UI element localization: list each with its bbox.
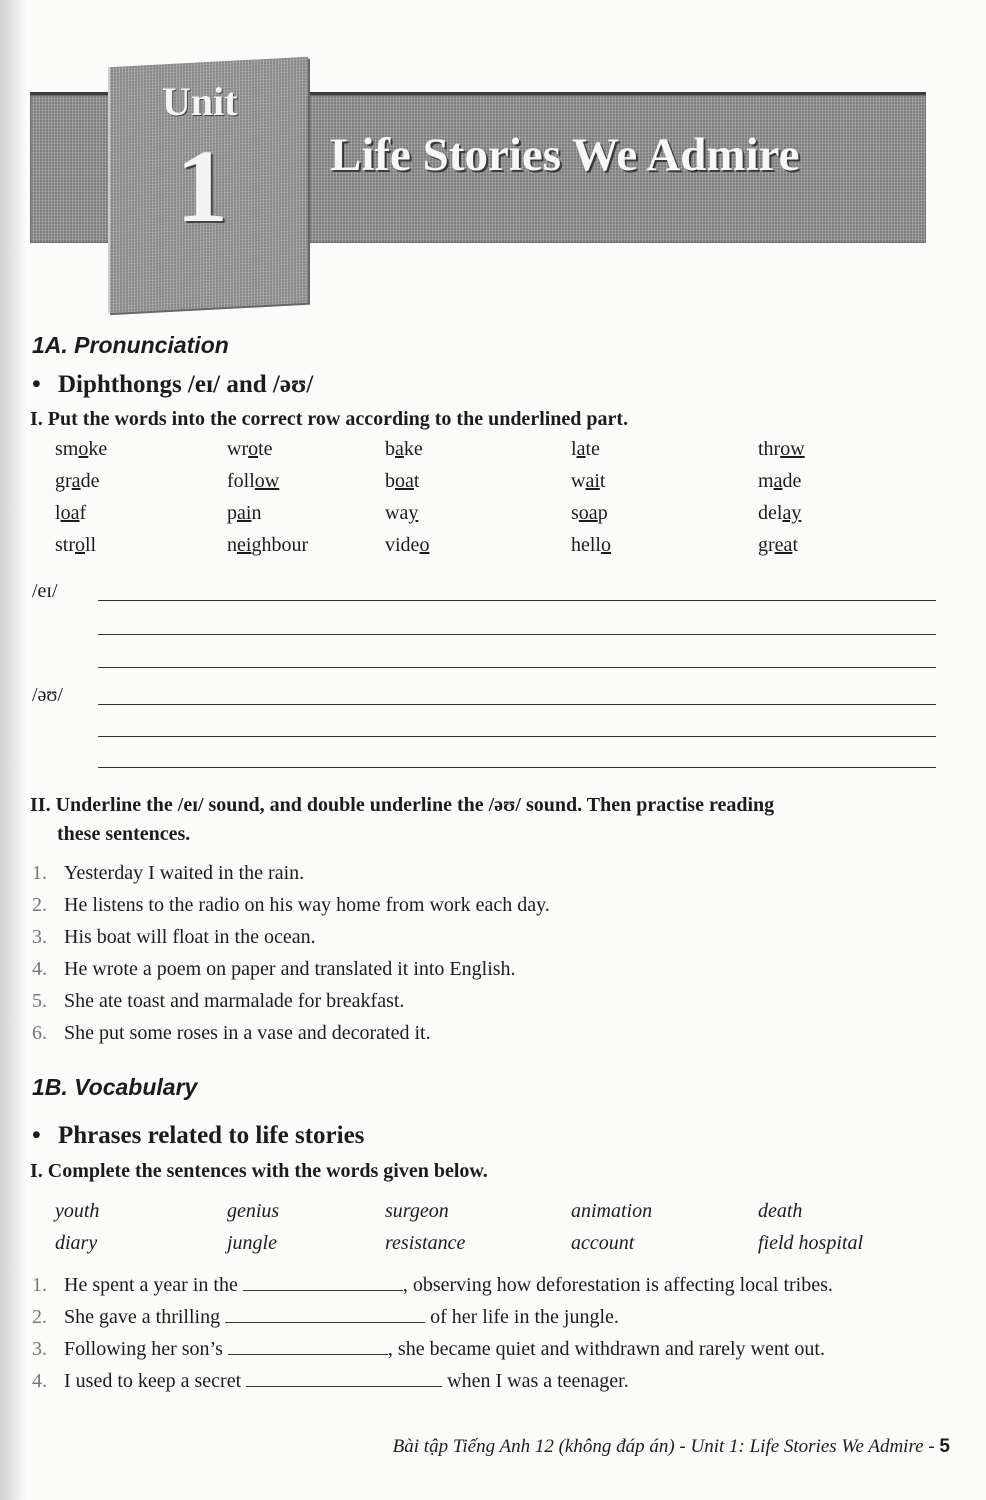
- underlined-part: o: [419, 534, 430, 556]
- word-bank-item: resistance: [385, 1232, 466, 1254]
- vocab-item: [32, 1272, 833, 1297]
- sentence-number: 4.: [32, 958, 47, 980]
- vocab-item: [32, 1336, 825, 1361]
- sentence-number: 5.: [32, 990, 47, 1012]
- answer-line[interactable]: [98, 736, 936, 737]
- word-part: gr: [758, 534, 775, 556]
- item-text-after: , she became quiet and withdrawn and rarely went out.: [387, 1338, 825, 1360]
- item-text-after: when I was a teenager.: [442, 1370, 629, 1392]
- underlined-part: y: [408, 502, 419, 524]
- underlined-part: oa: [395, 470, 414, 492]
- item-text-before: Following her son’s: [64, 1338, 228, 1360]
- underlined-part: o: [601, 534, 611, 556]
- underlined-part: oa: [60, 502, 80, 524]
- underlined-part: ea: [774, 534, 793, 556]
- sentence-text: He listens to the radio on his way home from work each day.: [64, 894, 550, 916]
- word-part: f: [79, 502, 87, 524]
- pronunciation-word: [571, 470, 605, 493]
- word-part: l: [571, 438, 577, 460]
- item-text-before: She gave a thrilling: [64, 1306, 226, 1328]
- pronunciation-word: [227, 534, 308, 557]
- ipa-ou-label: /əʊ/: [32, 684, 63, 706]
- underlined-part: a: [576, 438, 586, 460]
- vocab-item: [32, 1304, 619, 1329]
- answer-blank[interactable]: [246, 1368, 442, 1387]
- word-bank-item: diary: [55, 1232, 98, 1254]
- sentence-text: He wrote a poem on paper and translated it into English.: [64, 958, 516, 980]
- word-part: b: [385, 470, 395, 492]
- underlined-part: ei: [237, 534, 252, 556]
- word-part: del: [758, 502, 783, 524]
- underlined-part: a: [71, 470, 81, 492]
- sentence-number: 1.: [32, 862, 47, 884]
- sentence-text: She ate toast and marmalade for breakfast.: [64, 990, 405, 1012]
- pronunciation-word: [571, 438, 600, 461]
- word-part: ll: [85, 534, 97, 556]
- pronunciation-word: [55, 438, 107, 461]
- word-part: wa: [385, 502, 409, 524]
- pronunciation-word: [385, 534, 429, 557]
- word-part: s: [571, 502, 579, 524]
- bullet-dot: •: [32, 1122, 41, 1149]
- pronunciation-word: [385, 438, 423, 461]
- sentence-text: His boat will float in the ocean.: [64, 926, 316, 948]
- word-part: thr: [758, 438, 781, 460]
- word-bank-item: animation: [571, 1200, 653, 1222]
- word-part: hell: [571, 534, 601, 556]
- word-bank-item: jungle: [227, 1232, 277, 1254]
- underlined-part: ay: [782, 502, 802, 524]
- word-part: vide: [385, 534, 420, 556]
- ipa-ei-label: /eɪ/: [32, 580, 58, 602]
- page-footer: [393, 1436, 950, 1458]
- ex2-instruction: II. Underline the /eɪ/ sound, and double underline the /əʊ/ sound. Then practise reading: [30, 794, 775, 816]
- pronunciation-word: [55, 534, 96, 557]
- word-part: gr: [55, 470, 72, 492]
- sentence-item: [32, 926, 316, 949]
- pronunciation-word: [571, 502, 608, 525]
- word-part: n: [251, 502, 262, 524]
- sentence-item: [32, 894, 550, 917]
- pronunciation-word: [385, 502, 418, 525]
- pronunciation-word: [385, 470, 419, 493]
- vocab-item: [32, 1368, 629, 1393]
- word-part: de: [80, 470, 100, 492]
- underlined-part: ai: [585, 470, 600, 492]
- underlined-part: o: [78, 438, 89, 460]
- diphthongs-bullet: [32, 371, 313, 399]
- sentence-text: She put some roses in a vase and decorated it.: [64, 1022, 431, 1044]
- underlined-part: ow: [780, 438, 805, 460]
- pronunciation-word: [55, 470, 99, 493]
- page-number: 5: [939, 1436, 950, 1457]
- underlined-part: ow: [254, 470, 280, 492]
- word-part: te: [258, 438, 273, 460]
- answer-blank[interactable]: [228, 1336, 388, 1355]
- unit-title: Life Stories We Admire: [330, 129, 800, 181]
- pronunciation-word: [758, 438, 805, 461]
- word-part: ghbour: [251, 534, 309, 556]
- pronunciation-word: [227, 470, 279, 493]
- answer-blank[interactable]: [225, 1304, 425, 1323]
- underlined-part: o: [75, 534, 85, 556]
- pronunciation-word: [55, 502, 86, 525]
- pronunciation-word: [571, 534, 611, 557]
- word-part: t: [599, 470, 606, 492]
- word-bank-item: death: [758, 1200, 803, 1222]
- sentence-item: [32, 958, 516, 981]
- item-text-before: He spent a year in the: [64, 1274, 243, 1296]
- word-part: de: [782, 470, 802, 492]
- word-bank-item: youth: [55, 1200, 100, 1222]
- section-vocabulary-heading: 1B. Vocabulary: [32, 1074, 198, 1100]
- word-bank-item: surgeon: [385, 1200, 449, 1222]
- word-part: l: [55, 502, 61, 524]
- answer-line[interactable]: [98, 634, 936, 635]
- sentence-item: [32, 862, 304, 885]
- word-part: ke: [88, 438, 108, 460]
- ex2-instruction-cont: these sentences.: [57, 823, 191, 845]
- item-text-after: of her life in the jungle.: [425, 1306, 619, 1328]
- sentence-number: 3.: [32, 926, 47, 948]
- word-bank-item: field hospital: [758, 1232, 863, 1254]
- pronunciation-word: [227, 502, 261, 525]
- underlined-part: ai: [237, 502, 252, 524]
- word-part: w: [571, 470, 586, 492]
- word-part: te: [585, 438, 600, 460]
- section-pronunciation-heading: 1A. Pronunciation: [32, 332, 229, 358]
- pronunciation-word: [227, 438, 273, 461]
- bullet-dot: •: [32, 371, 41, 398]
- footer-text: Bài tập Tiếng Anh 12 (không đáp án) - Unit 1: Life Stories We Admire -: [392, 1436, 940, 1457]
- word-part: b: [385, 438, 395, 460]
- item-number: 2.: [32, 1306, 47, 1328]
- unit-label: Unit: [162, 79, 238, 124]
- underlined-part: oa: [578, 502, 598, 524]
- phrases-bullet: [32, 1122, 364, 1150]
- word-bank-item: genius: [227, 1200, 280, 1222]
- item-number: 1.: [32, 1274, 47, 1296]
- pronunciation-word: [758, 470, 801, 493]
- sentence-text: Yesterday I waited in the rain.: [64, 862, 305, 884]
- word-part: ke: [403, 438, 423, 460]
- word-part: p: [597, 502, 608, 524]
- word-part: wr: [227, 438, 249, 460]
- answer-line[interactable]: [98, 600, 936, 601]
- underlined-part: o: [248, 438, 259, 460]
- sentence-number: 6.: [32, 1022, 47, 1044]
- word-part: t: [413, 470, 420, 492]
- phrases-bullet-text: Phrases related to life stories: [58, 1122, 365, 1149]
- word-part: m: [758, 470, 774, 492]
- diphthongs-bullet-text: Diphthongs /eɪ/ and /əʊ/: [58, 371, 314, 398]
- item-number: 4.: [32, 1370, 47, 1392]
- answer-line[interactable]: [98, 767, 936, 768]
- word-part: p: [227, 502, 237, 524]
- word-part: t: [792, 534, 798, 556]
- item-number: 3.: [32, 1338, 47, 1360]
- answer-line[interactable]: [98, 704, 936, 705]
- word-part: foll: [227, 470, 255, 492]
- word-part: sm: [55, 438, 79, 460]
- sentence-item: [32, 990, 404, 1013]
- word-part: n: [227, 534, 237, 556]
- page-edge-shadow: [0, 0, 26, 1500]
- underlined-part: a: [395, 438, 404, 460]
- pronunciation-word: [758, 502, 801, 525]
- word-part: str: [55, 534, 75, 556]
- unit-number: 1: [176, 129, 228, 244]
- underlined-part: a: [773, 470, 783, 492]
- pronunciation-word: [758, 534, 798, 557]
- answer-line[interactable]: [98, 667, 936, 668]
- sentence-number: 2.: [32, 894, 47, 916]
- word-bank-item: account: [571, 1232, 635, 1254]
- vocab-ex1-instruction: I. Complete the sentences with the words given below.: [30, 1160, 488, 1182]
- item-text-before: I used to keep a secret: [64, 1370, 247, 1392]
- answer-blank[interactable]: [243, 1272, 403, 1291]
- ex1-instruction: I. Put the words into the correct row according to the underlined part.: [30, 408, 629, 430]
- sentence-item: [32, 1022, 431, 1045]
- item-text-after: , observing how deforestation is affecting local tribes.: [402, 1274, 833, 1296]
